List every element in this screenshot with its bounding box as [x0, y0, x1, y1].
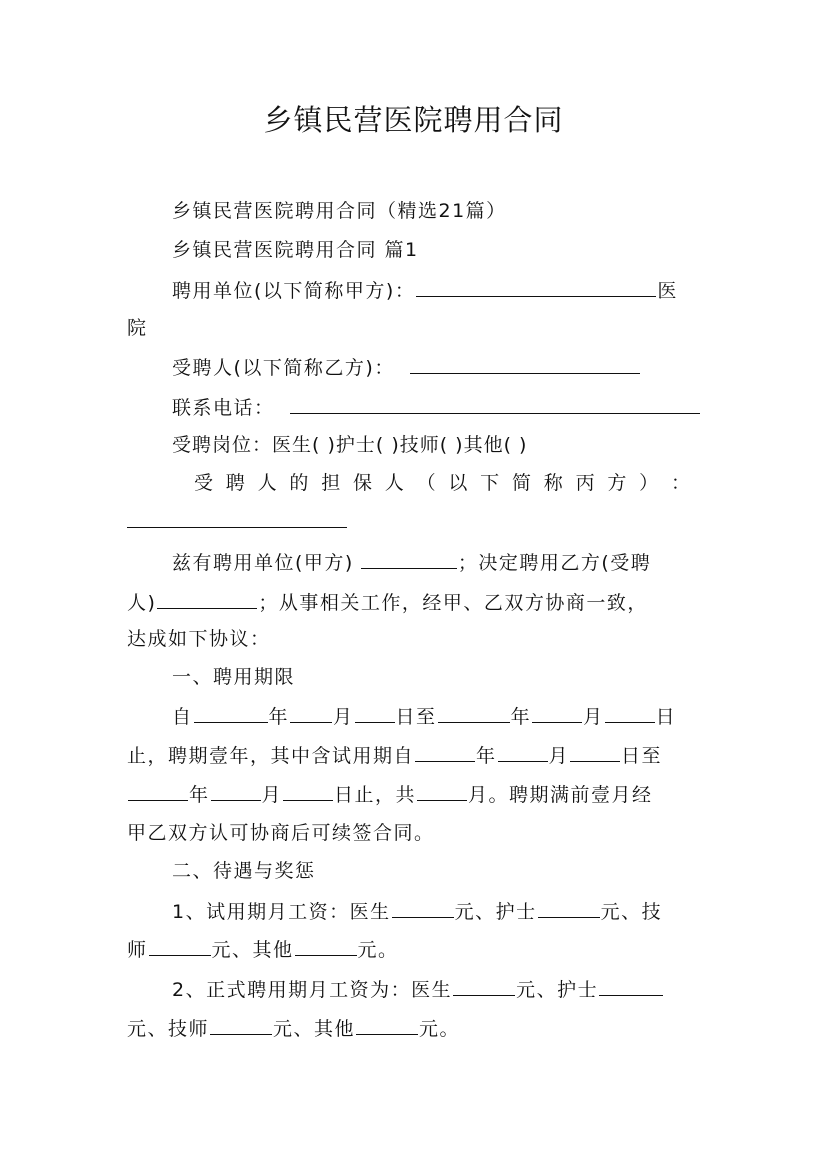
term-month: 月: [261, 784, 283, 806]
end-month-blank[interactable]: [532, 704, 582, 723]
pay-other-label: 元、其他: [211, 939, 294, 961]
term-day-to: 日至: [621, 745, 663, 767]
para1-text-b: ；决定聘用乙方(受聘: [457, 552, 652, 574]
trial-end-year-blank[interactable]: [128, 782, 188, 801]
para1-blank-employee[interactable]: [157, 590, 257, 609]
term-month: 月: [333, 706, 354, 728]
guarantor-char: 担: [321, 472, 341, 494]
phone-label: 联系电话：: [172, 397, 275, 419]
para1-blank-employer[interactable]: [361, 550, 457, 569]
formal-other-pay-blank[interactable]: [356, 1016, 418, 1035]
trial-start-month-blank[interactable]: [498, 743, 548, 762]
page-title: 乡镇民营医院聘用合同: [263, 103, 564, 137]
term-line1: [172, 704, 676, 729]
trial-other-pay-blank[interactable]: [295, 937, 357, 956]
start-month-blank[interactable]: [290, 704, 332, 723]
pay1-line2: [127, 937, 399, 962]
employer-suffix: 医: [657, 280, 678, 302]
pay1-text: 1、试用期月工资：医生: [172, 901, 391, 923]
pay-other-label: 元、其他: [273, 1018, 356, 1040]
pay1-line1: [172, 899, 662, 924]
guarantor-char: 人: [257, 472, 277, 494]
phone-blank[interactable]: [290, 395, 700, 414]
guarantor-char: 聘: [225, 472, 245, 494]
formal-tech-pay-blank[interactable]: [210, 1016, 272, 1035]
term-text-4: 月。聘期满前壹月经: [468, 784, 653, 806]
employer-label: 聘用单位(以下简称甲方)：: [172, 280, 416, 302]
section-2-heading: 二、待遇与奖惩: [172, 860, 316, 882]
term-year: 年: [189, 784, 210, 806]
start-day-blank[interactable]: [355, 704, 395, 723]
guarantor-char: 受: [194, 472, 214, 494]
formal-nurse-pay-blank[interactable]: [599, 977, 663, 996]
pay-tech-label: 元、技: [600, 901, 663, 923]
pay-end: 元。: [357, 939, 399, 961]
chapter-heading: 乡镇民营医院聘用合同 篇1: [172, 239, 419, 261]
guarantor-char: 以: [448, 472, 468, 494]
para1-text-c: 人): [127, 592, 157, 614]
start-year-blank[interactable]: [194, 704, 268, 723]
term-line2: [127, 743, 662, 768]
pay-end: 元。: [419, 1018, 461, 1040]
trial-doctor-pay-blank[interactable]: [392, 899, 454, 918]
term-month: 月: [548, 745, 570, 767]
subtitle: 乡镇民营医院聘用合同（精选21篇）: [172, 200, 507, 222]
guarantor-char: 称: [543, 472, 563, 494]
guarantor-char: 丙: [575, 472, 595, 494]
trial-end-day-blank[interactable]: [283, 782, 333, 801]
term-day: 日: [655, 706, 677, 728]
pay2-text: 2、正式聘用期月工资为：医生: [172, 979, 453, 1001]
term-day-to: 日至: [395, 706, 437, 728]
pay-nurse-label: 元、护士: [516, 979, 599, 1001]
term-year: 年: [510, 706, 532, 728]
term-text-2: 止，聘期壹年，其中含试用期自: [127, 745, 415, 767]
term-month: 月: [583, 706, 604, 728]
term-text: 自: [172, 706, 193, 728]
term-year: 年: [268, 706, 290, 728]
guarantor-char: 人: [384, 472, 404, 494]
employee-blank[interactable]: [410, 355, 640, 374]
guarantor-char: 下: [480, 472, 500, 494]
guarantor-char: 方: [607, 472, 627, 494]
trial-nurse-pay-blank[interactable]: [538, 899, 600, 918]
trial-start-year-blank[interactable]: [415, 743, 475, 762]
guarantor-blank[interactable]: [127, 527, 347, 528]
employee-line: [172, 355, 641, 380]
guarantor-char: ）: [639, 472, 659, 494]
para1-text-d: ；从事相关工作，经甲、乙双方协商一致，: [258, 592, 648, 614]
para1-line3: 达成如下协议：: [127, 628, 271, 650]
term-line4: 甲乙双方认可协商后可续签合同。: [127, 822, 435, 844]
employer-suffix-wrap: 院: [127, 317, 148, 339]
end-day-blank[interactable]: [605, 704, 655, 723]
guarantor-char: 保: [352, 472, 372, 494]
para1-line1: [172, 550, 651, 575]
trial-start-day-blank[interactable]: [570, 743, 620, 762]
trial-end-month-blank[interactable]: [211, 782, 261, 801]
phone-line: [172, 395, 701, 420]
section-1-heading: 一、聘用期限: [172, 666, 296, 688]
guarantor-char: 简: [511, 472, 531, 494]
term-line3: [127, 782, 653, 807]
position-line: 受聘岗位：医生( )护士( )技师( )其他( ): [172, 434, 528, 456]
employer-blank[interactable]: [416, 278, 656, 297]
formal-doctor-pay-blank[interactable]: [453, 977, 515, 996]
guarantor-char: （: [416, 472, 436, 494]
para1-text-a: 兹有聘用单位(甲方): [172, 552, 354, 574]
guarantor-char: ：: [670, 472, 690, 494]
guarantor-line: [194, 471, 690, 495]
para1-line2: [127, 590, 648, 615]
employer-line: [172, 278, 678, 303]
pay1-text-b: 师: [127, 939, 148, 961]
pay2-line2: 元、技师 元、其他 元。: [127, 1018, 461, 1040]
pay2-line1: [172, 977, 664, 1002]
trial-tech-pay-blank[interactable]: [149, 937, 211, 956]
pay-nurse-label: 元、护士: [454, 901, 537, 923]
guarantor-char: 的: [289, 472, 309, 494]
term-text-3: 日止，共: [334, 784, 417, 806]
employee-label: 受聘人(以下简称乙方)：: [172, 357, 395, 379]
end-year-blank[interactable]: [438, 704, 510, 723]
term-year: 年: [476, 745, 497, 767]
trial-months-blank[interactable]: [417, 782, 467, 801]
